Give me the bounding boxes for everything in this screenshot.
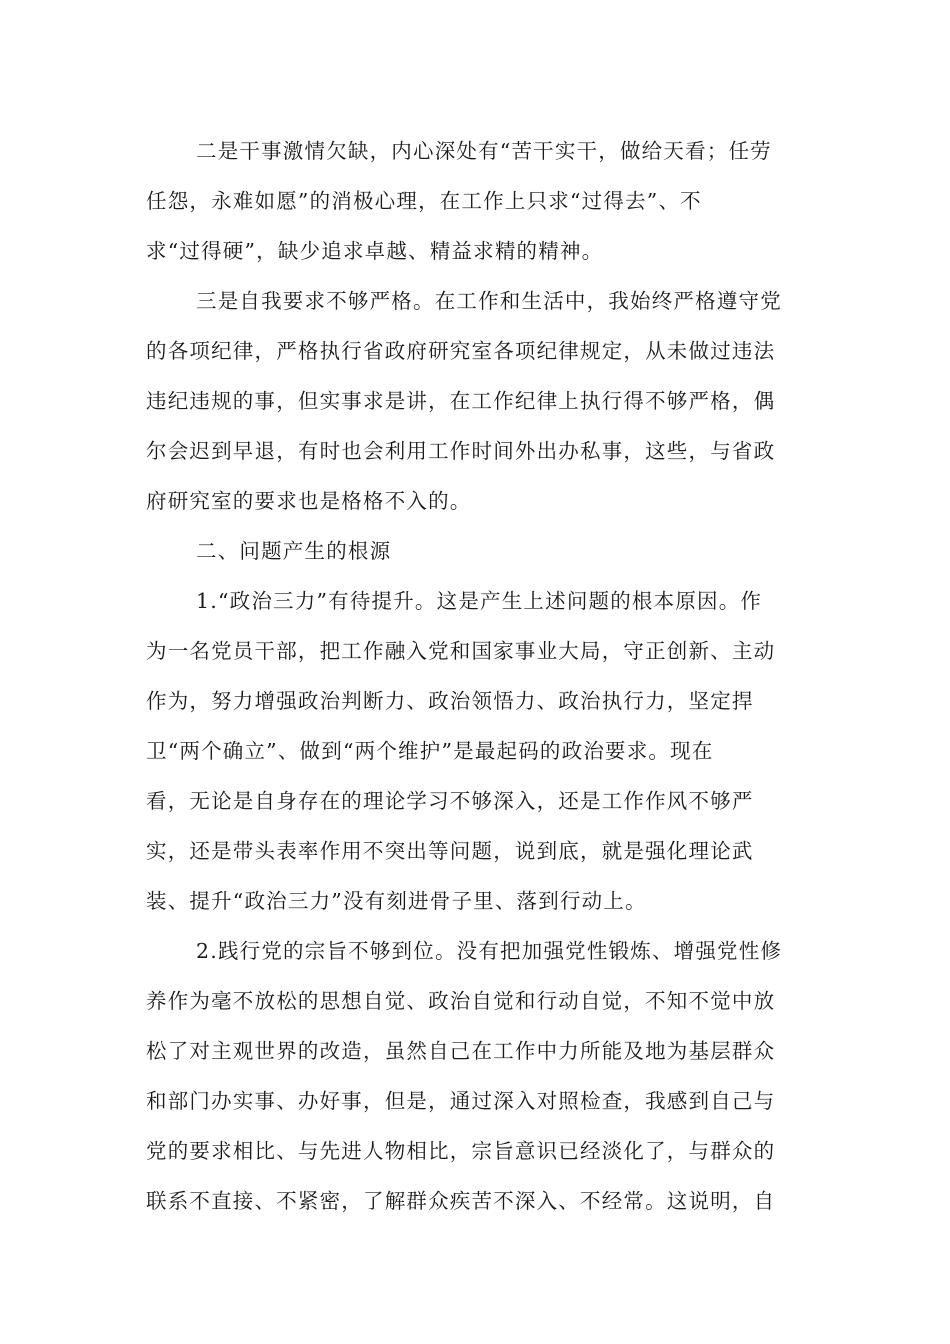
paragraph-line: 松了对主观世界的改造，虽然自己在工作中力所能及地为基层群众: [146, 1039, 776, 1063]
paragraph-line: 装、提升“政治三力”没有刻进骨子里、落到行动上。: [146, 889, 647, 913]
paragraph-line: 联系不直接、不紧密，了解群众疾苦不深入、不经常。这说明，自: [146, 1189, 776, 1213]
paragraph-line: 作为，努力增强政治判断力、政治领悟力、政治执行力，坚定捍: [146, 689, 754, 713]
paragraph-line: 1.“政治三力”有待提升。这是产生上述问题的根本原因。作: [196, 589, 763, 613]
paragraph-line: 党的要求相比、与先进人物相比，宗旨意识已经淡化了，与群众的: [146, 1139, 776, 1163]
paragraph-line: 的各项纪律，严格执行省政府研究室各项纪律规定，从未做过违法: [146, 339, 776, 363]
paragraph-line: 二是干事激情欠缺，内心深处有“苦干实干，做给天看；任劳: [196, 139, 772, 163]
paragraph-line: 为一名党员干部，把工作融入党和国家事业大局，守正创新、主动: [146, 639, 776, 663]
section-heading: 二、问题产生的根源: [196, 539, 392, 563]
paragraph-line: 任怨，永难如愿”的消极心理，在工作上只求“过得去”、不: [146, 189, 702, 213]
paragraph-line: 养作为毫不放松的思想自觉、政治自觉和行动自觉，不知不觉中放: [146, 989, 776, 1013]
paragraph-line: 看，无论是自身存在的理论学习不够深入，还是工作作风不够严: [146, 789, 754, 813]
paragraph-line: 府研究室的要求也是格格不入的。: [146, 489, 472, 513]
paragraph-line: 2.践行党的宗旨不够到位。没有把加强党性锻炼、增强党性修: [196, 939, 783, 963]
paragraph-line: 和部门办实事、办好事，但是，通过深入对照检查，我感到自己与: [146, 1089, 776, 1113]
paragraph-line: 实，还是带头表率作用不突出等问题，说到底，就是强化理论武: [146, 839, 754, 863]
paragraph-line: 违纪违规的事，但实事求是讲，在工作纪律上执行得不够严格，偶: [146, 389, 776, 413]
paragraph-line: 三是自我要求不够严格。在工作和生活中，我始终严格遵守党: [196, 289, 782, 313]
paragraph-line: 尔会迟到早退，有时也会利用工作时间外出办私事，这些，与省政: [146, 439, 776, 463]
paragraph-line: 求“过得硬”，缺少追求卓越、精益求精的精神。: [146, 239, 604, 263]
paragraph-line: 卫“两个确立”、做到“两个维护”是最起码的政治要求。现在: [146, 739, 714, 763]
